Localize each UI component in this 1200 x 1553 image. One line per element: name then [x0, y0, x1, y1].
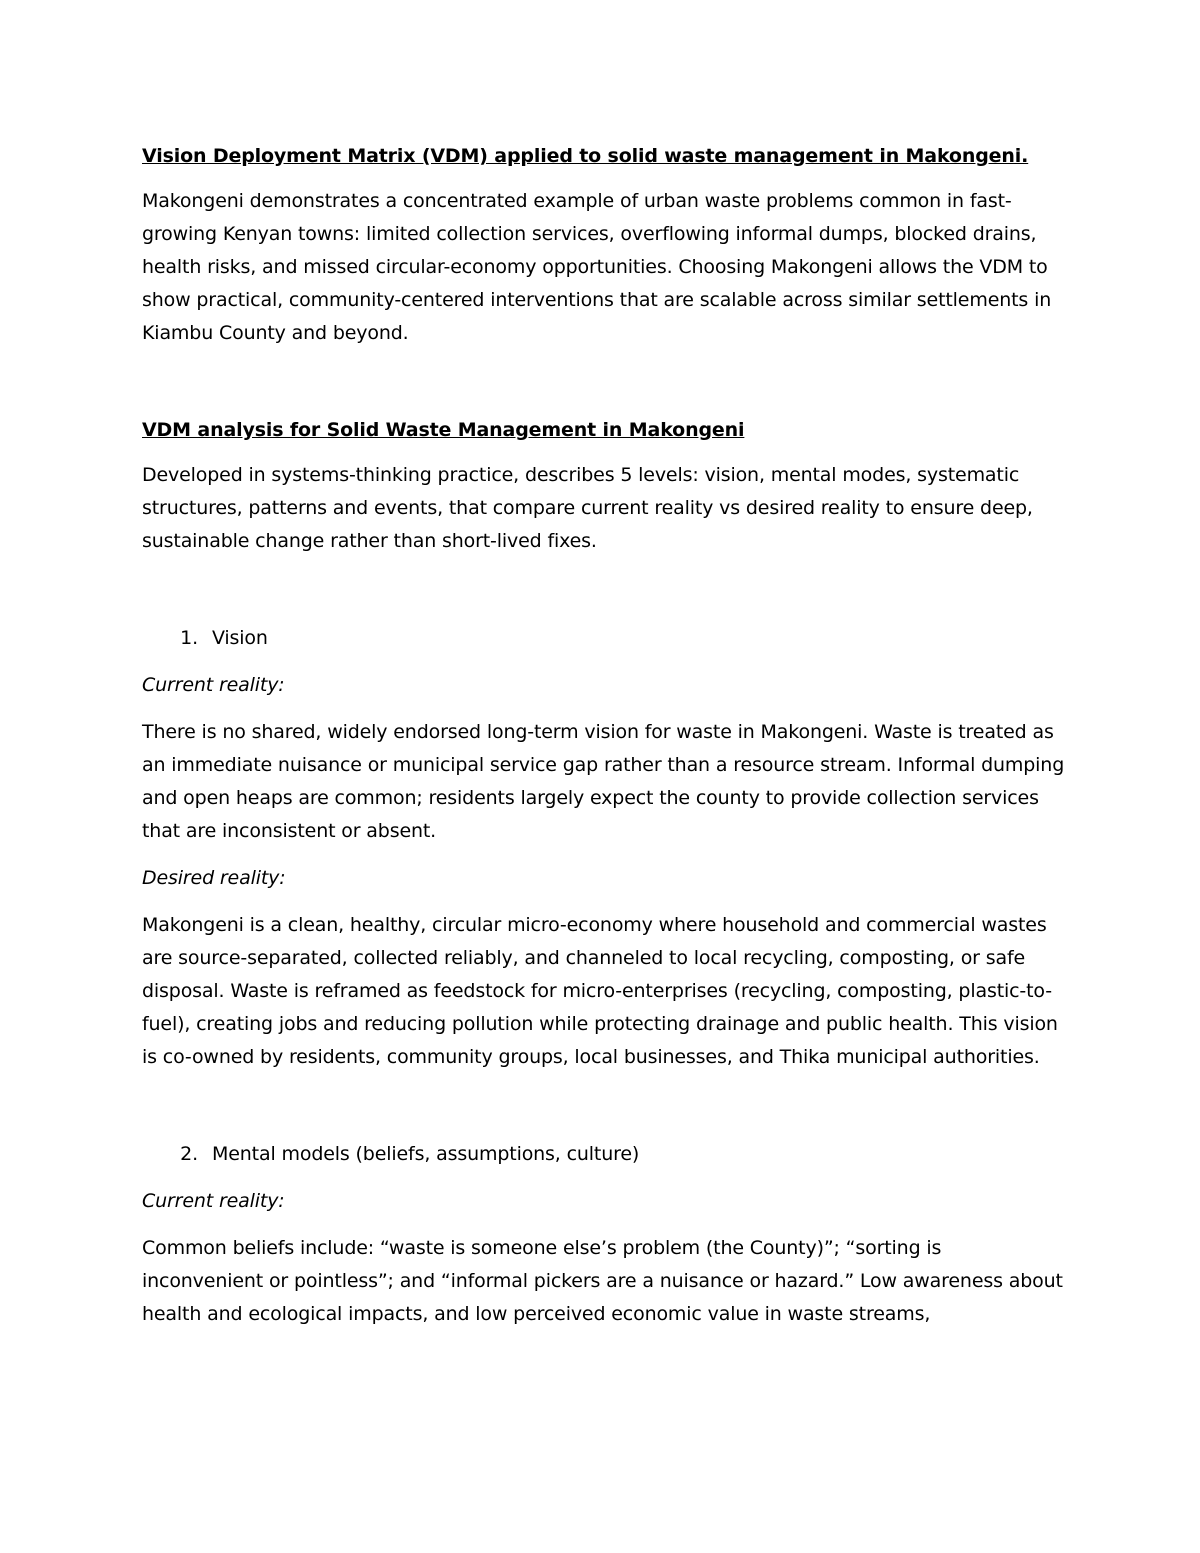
intro-paragraph: Makongeni demonstrates a concentrated example of urban waste problems common in fast-growing Kenyan towns: limited collection services, overflowing informal dumps, blocked drains, health risks, and missed circular-economy opportunities. Choosing Makongeni allows the VDM to show practical, community-centered interventions that are scalable across similar settlements in Kiambu County and beyond.	[142, 190, 1052, 344]
analysis-heading: VDM analysis for Solid Waste Management in Makongeni	[142, 419, 745, 441]
list-number: 2.	[180, 1143, 198, 1165]
vision-desired-paragraph: Makongeni is a clean, healthy, circular micro-economy where household and commercial wastes are source-separated, collected reliably, and channeled to local recycling, composting, or safe disposal. Waste is reframed as feedstock for micro-enterprises (recycling, composting, plastic-to-fuel), creating jobs and reducing pollution while protecting drainage and public health. This vision is co-owned by residents, community groups, local businesses, and Thika municipal authorities.	[142, 914, 1058, 1068]
list-label: Vision	[212, 627, 268, 649]
document-content	[142, 140, 1067, 1345]
spacer	[142, 1088, 1067, 1138]
list-label: Mental models (beliefs, assumptions, culture)	[212, 1143, 640, 1165]
spacer	[142, 572, 1067, 622]
list-number: 1.	[180, 627, 198, 649]
document-title: Vision Deployment Matrix (VDM) applied to solid waste management in Makongeni.	[142, 145, 1029, 167]
analysis-intro-paragraph: Developed in systems-thinking practice, describes 5 levels: vision, mental modes, systematic structures, patterns and events, that compare current reality vs desired reality to ensure deep, sustainable change rather than short-lived fixes.	[142, 464, 1033, 552]
current-reality-label: Current reality:	[142, 674, 285, 696]
list-item-mental-models	[142, 1138, 1067, 1171]
mental-models-current-paragraph: Common beliefs include: “waste is someone else’s problem (the County)”; “sorting is inconvenient or pointless”; and “informal pickers are a nuisance or hazard.” Low awareness about health and ecological impacts, and low perceived economic value in waste streams,	[142, 1237, 1063, 1325]
list-item-vision	[142, 622, 1067, 655]
spacer	[142, 364, 1067, 414]
vision-current-paragraph: There is no shared, widely endorsed long-term vision for waste in Makongeni. Waste is treated as an immediate nuisance or municipal service gap rather than a resource stream. Informal dumping and open heaps are common; residents largely expect the county to provide collection services that are inconsistent or absent.	[142, 721, 1065, 842]
desired-reality-label: Desired reality:	[142, 867, 286, 889]
current-reality-label: Current reality:	[142, 1190, 285, 1212]
